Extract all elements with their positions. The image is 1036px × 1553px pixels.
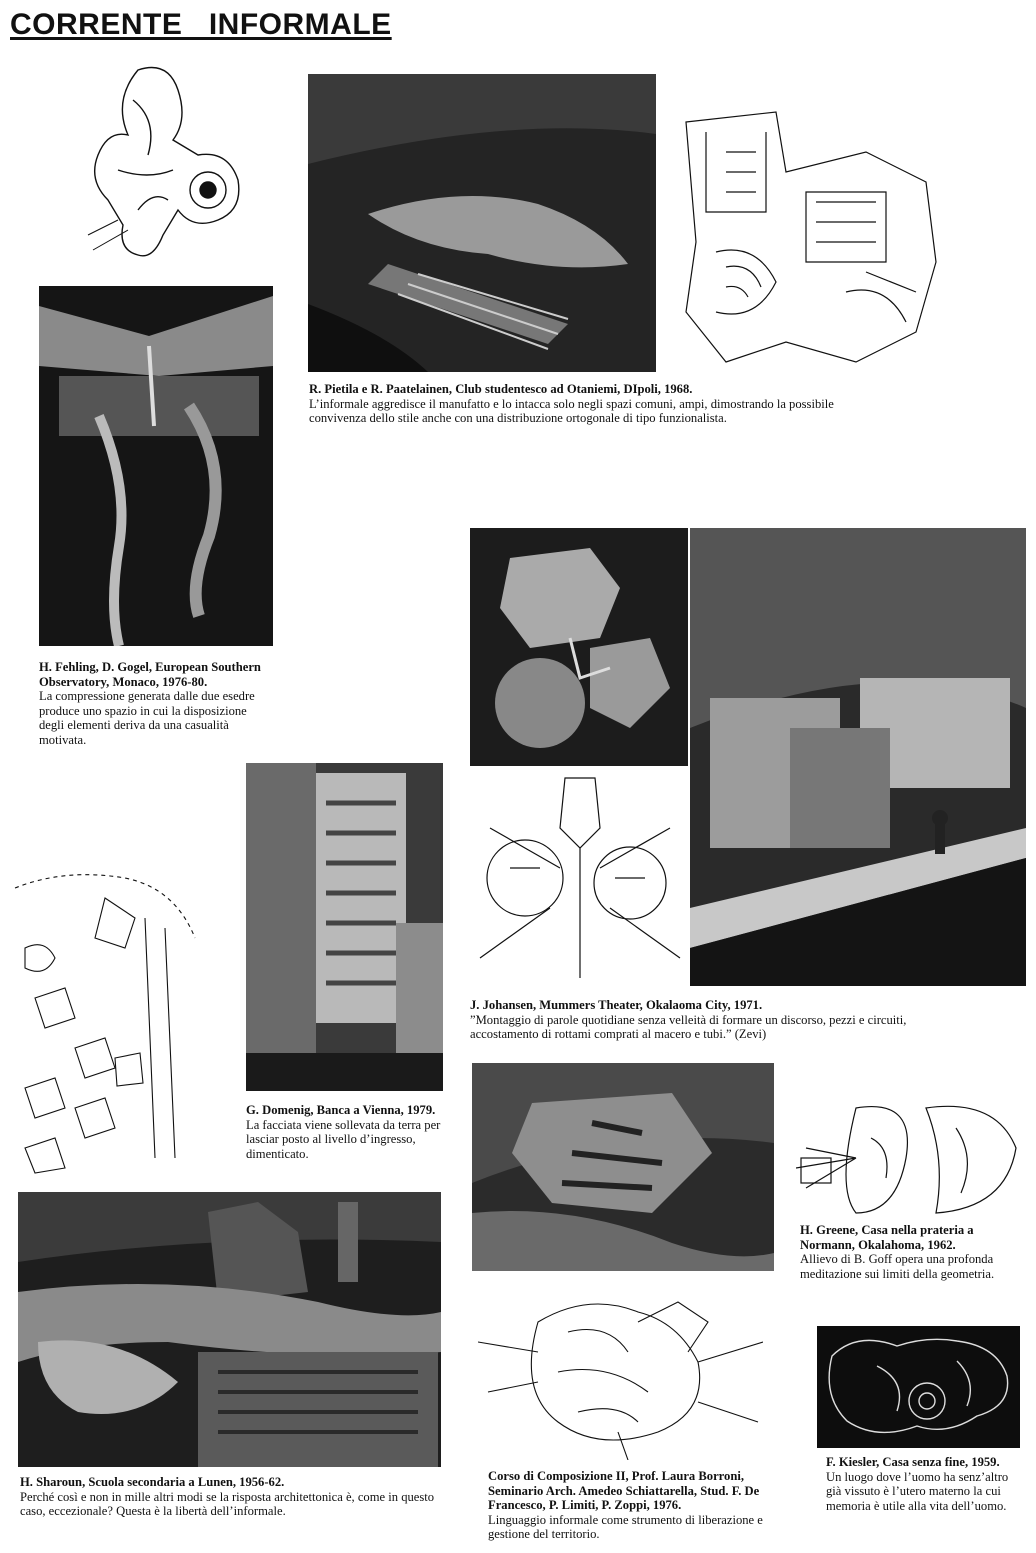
plan-drawing-ellipse: [78, 60, 258, 265]
drawing-casa-senza-fine: [817, 1326, 1020, 1448]
photo-corso-model: [472, 1063, 774, 1271]
caption-corso: [488, 1469, 793, 1542]
plan-dipoli: [666, 92, 954, 374]
photo-dipoli-aerial: [308, 74, 656, 372]
plan-greene-house: [796, 1098, 1026, 1220]
caption-johansen: [470, 998, 940, 1042]
photo-mummers-exterior: [690, 528, 1026, 986]
caption-body: Un luogo dove l’uomo ha senz’altro già vissuto è l’utero materno la cui memoria è utile alla vita dell’uomo.: [826, 1469, 1009, 1513]
plan-corso: [478, 1282, 763, 1460]
caption-heading: H. Fehling, D. Gogel, European Southern Observatory, Monaco, 1976-80.: [39, 660, 261, 689]
plan-mummers: [470, 768, 688, 986]
plan-site-left: [5, 858, 200, 1176]
page-title: CORRENTE INFORMALE: [10, 8, 392, 41]
caption-body: Perché così e non in mille altri modi se la risposta architettonica è, come in questo caso, eccezionale? Questa è la libertà dell’informale.: [20, 1489, 435, 1519]
photo-mummers-model: [470, 528, 688, 766]
caption-greene: [800, 1223, 1020, 1281]
caption-heading: F. Kiesler, Casa senza fine, 1959.: [826, 1455, 1000, 1469]
caption-heading: G. Domenig, Banca a Vienna, 1979.: [246, 1103, 436, 1117]
photo-scuola-lunen: [18, 1192, 441, 1467]
caption-kiesler: [826, 1455, 1021, 1513]
caption-body: La compressione generata dalle due esedre produce uno spazio in cui la disposizione degli elementi deriva da una casualità motivata.: [39, 689, 255, 747]
caption-body: L’informale aggredisce il manufatto e lo intacca solo negli spazi comuni, ampi, dimostrando la possibile convivenza dello stile anche con una distribuzione ortogonale di tipo funzionalista.: [309, 396, 834, 426]
caption-heading: J. Johansen, Mummers Theater, Okalaoma City, 1971.: [470, 998, 763, 1012]
caption-heading: H. Sharoun, Scuola secondaria a Lunen, 1956-62.: [20, 1475, 285, 1489]
caption-domenig: [246, 1103, 446, 1161]
photo-banca-vienna: [246, 763, 443, 1091]
caption-body: Allievo di B. Goff opera una profonda meditazione sui limiti della geometria.: [800, 1252, 995, 1281]
caption-heading: R. Pietila e R. Paatelainen, Club studentesco ad Otaniemi, DIpoli, 1968.: [309, 382, 693, 396]
caption-fehling: [39, 660, 274, 748]
photo-eso-interior: [39, 286, 273, 646]
caption-body: La facciata viene sollevata da terra per lasciar posto al livello d’ingresso, dimenticato.: [246, 1117, 441, 1161]
caption-body: Linguaggio informale come strumento di liberazione e gestione del territorio.: [488, 1512, 763, 1542]
caption-sharoun: [20, 1475, 445, 1519]
caption-heading: H. Greene, Casa nella prateria a Normann, Okalahoma, 1962.: [800, 1223, 974, 1252]
caption-body: ”Montaggio di parole quotidiane senza velleità di formare un discorso, pezzi e circuiti, accostamento di rottami comprati al macero e tubi.” (Zevi): [470, 1012, 907, 1042]
caption-heading: Corso di Composizione II, Prof. Laura Borroni, Seminario Arch. Amedeo Schiattarella, Stud. F. De Francesco, P. Limiti, P. Zoppi, 1976.: [488, 1469, 760, 1513]
caption-pietila: [309, 382, 869, 426]
